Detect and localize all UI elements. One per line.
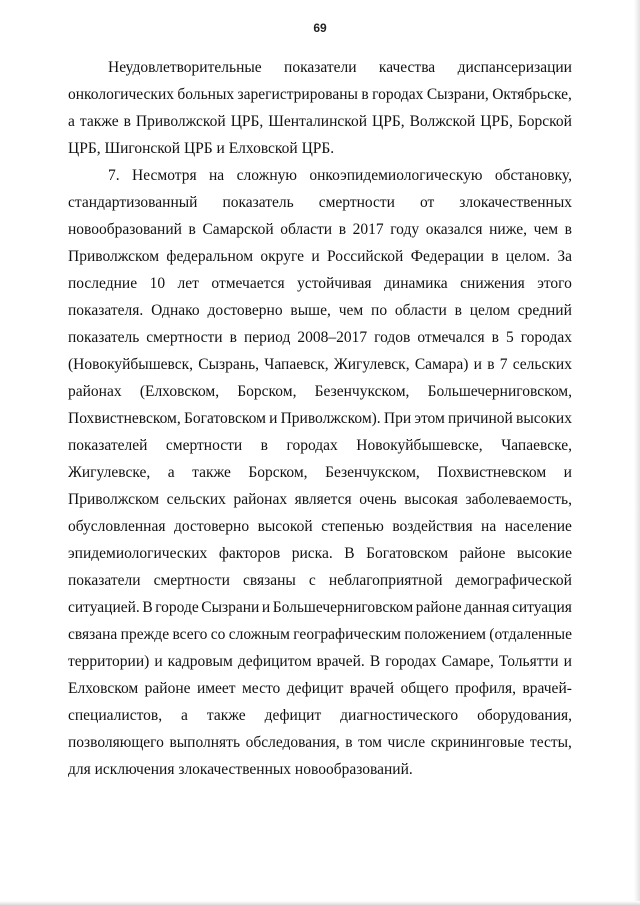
text-line: территории) и кадровым дефицитом врачей. В городах Самаре, Тольятти и	[68, 653, 572, 670]
text-line: специалистов, а также дефицит диагностического оборудования,	[68, 707, 572, 724]
text-line: онкологических больных зарегистрированы в городах Сызрани, Октябрьске,	[68, 86, 572, 103]
text-line: эпидемиологических факторов риска. В Богатовском районе высокие	[68, 545, 572, 562]
text-line: ситуацией. В городе Сызрани и Большечерниговском районе данная ситуация	[68, 599, 572, 616]
text-line: связана прежде всего со сложным географическим положением (отдаленные	[68, 626, 572, 643]
text-line: показателей смертности в городах Новокуйбышевске, Чапаевске,	[68, 437, 572, 454]
text-line: Приволжском сельских районах является очень высокая заболеваемость,	[68, 491, 572, 508]
text-line: а также в Приволжской ЦРБ, Шенталинской ЦРБ, Волжской ЦРБ, Борской	[68, 113, 572, 130]
text-line: показатель смертности в период 2008–2017 годов отмечался в 5 городах	[68, 329, 572, 346]
paragraph-1	[68, 54, 572, 162]
text-line: показателя. Однако достоверно выше, чем по области в целом средний	[68, 302, 572, 319]
text-line: для исключения злокачественных новообразований.	[68, 761, 413, 778]
document-body	[68, 54, 572, 783]
text-line: показатели смертности связаны с неблагоприятной демографической	[68, 572, 572, 589]
text-line: Елховском районе имеет место дефицит врачей общего профиля, врачей-	[68, 680, 572, 697]
scan-edge-shadow	[634, 0, 640, 905]
text-line: последние 10 лет отмечается устойчивая динамика снижения этого	[68, 275, 572, 292]
page-number: 69	[313, 21, 327, 35]
text-line: позволяющего выполнять обследования, в том числе скрининговые тесты,	[68, 734, 572, 751]
text-line: Жигулевске, а также Борском, Безенчукском, Похвистневском и	[68, 464, 572, 481]
paragraph-2	[68, 162, 572, 783]
text-line: стандартизованный показатель смертности от злокачественных	[68, 194, 572, 211]
text-line: новообразований в Самарской области в 2017 году оказался ниже, чем в	[68, 221, 572, 238]
text-line: 7. Несмотря на сложную онкоэпидемиологическую обстановку,	[108, 167, 572, 184]
text-line: (Новокуйбышевск, Сызрань, Чапаевск, Жигулевск, Самара) и в 7 сельских	[68, 356, 572, 373]
text-line: Похвистневском, Богатовском и Приволжском). При этом причиной высоких	[68, 410, 572, 427]
text-line: ЦРБ, Шигонской ЦРБ и Елховской ЦРБ.	[68, 140, 335, 157]
text-line: районах (Елховском, Борском, Безенчукском, Большечерниговском,	[68, 383, 572, 400]
text-line: обусловленная достоверно высокой степенью воздействия на население	[68, 518, 572, 535]
text-line: Приволжском федеральном округе и Российской Федерации в целом. За	[68, 248, 572, 265]
text-line: Неудовлетворительные показатели качества диспансеризации	[108, 59, 572, 76]
scan-edge-shadow	[0, 901, 640, 905]
